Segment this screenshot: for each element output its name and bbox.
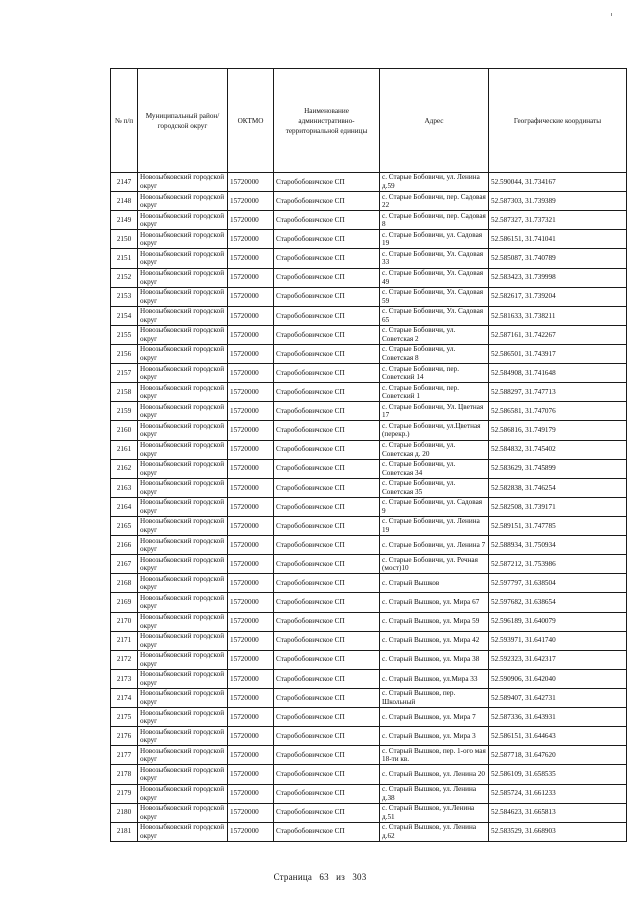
cell-municipality: Новозыбковский городской округ bbox=[138, 593, 228, 612]
cell-geo: 52.583529, 31.668903 bbox=[489, 822, 627, 841]
cell-municipality: Новозыбковский городской округ bbox=[138, 325, 228, 344]
cell-municipality: Новозыбковский городской округ bbox=[138, 727, 228, 746]
cell-address: с. Старый Вышков, ул.Ленина д.51 bbox=[380, 803, 489, 822]
table-row bbox=[111, 325, 627, 344]
cell-oktmo: 15720000 bbox=[228, 669, 274, 688]
cell-oktmo: 15720000 bbox=[228, 287, 274, 306]
cell-territory: Старобобовичское СП bbox=[274, 803, 380, 822]
cell-address: с. Старые Бобовичи, пер. Советский 1 bbox=[380, 383, 489, 402]
cell-oktmo: 15720000 bbox=[228, 574, 274, 593]
cell-oktmo: 15720000 bbox=[228, 708, 274, 727]
cell-num: 2159 bbox=[111, 402, 138, 421]
cell-territory: Старобобовичское СП bbox=[274, 765, 380, 784]
cell-address: с. Старые Бобовичи, ул. Ленина 7 bbox=[380, 536, 489, 555]
cell-territory: Старобобовичское СП bbox=[274, 631, 380, 650]
header-municipality: Муниципальный район/городской округ bbox=[138, 69, 228, 173]
cell-municipality: Новозыбковский городской округ bbox=[138, 765, 228, 784]
cell-geo: 52.586581, 31.747076 bbox=[489, 402, 627, 421]
cell-territory: Старобобовичское СП bbox=[274, 612, 380, 631]
cell-geo: 52.586151, 31.644643 bbox=[489, 727, 627, 746]
cell-territory: Старобобовичское СП bbox=[274, 497, 380, 516]
table-row bbox=[111, 402, 627, 421]
cell-num: 2154 bbox=[111, 306, 138, 325]
cell-territory: Старобобовичское СП bbox=[274, 440, 380, 459]
cell-geo: 52.587212, 31.753986 bbox=[489, 555, 627, 574]
table-row bbox=[111, 287, 627, 306]
cell-oktmo: 15720000 bbox=[228, 593, 274, 612]
cell-address: с. Старые Бобовичи, ул.Цветная (перекр.) bbox=[380, 421, 489, 440]
table-row bbox=[111, 268, 627, 287]
cell-municipality: Новозыбковский городской округ bbox=[138, 746, 228, 765]
header-address: Адрес bbox=[380, 69, 489, 173]
cell-oktmo: 15720000 bbox=[228, 650, 274, 669]
cell-territory: Старобобовичское СП bbox=[274, 593, 380, 612]
cell-municipality: Новозыбковский городской округ bbox=[138, 287, 228, 306]
cell-territory: Старобобовичское СП bbox=[274, 364, 380, 383]
cell-address: с. Старые Бобовичи, Ул. Садовая 49 bbox=[380, 268, 489, 287]
cell-municipality: Новозыбковский городской округ bbox=[138, 173, 228, 192]
cell-geo: 52.588934, 31.750934 bbox=[489, 536, 627, 555]
cell-territory: Старобобовичское СП bbox=[274, 669, 380, 688]
footer-prefix: Страница bbox=[273, 872, 313, 882]
cell-address: с. Старые Бобовичи, Ул. Садовая 65 bbox=[380, 306, 489, 325]
cell-municipality: Новозыбковский городской округ bbox=[138, 344, 228, 363]
table-row bbox=[111, 421, 627, 440]
cell-geo: 52.589151, 31.747785 bbox=[489, 516, 627, 535]
footer-page-number: 63 bbox=[319, 872, 329, 882]
cell-geo: 52.592323, 31.642317 bbox=[489, 650, 627, 669]
cell-num: 2163 bbox=[111, 478, 138, 497]
cell-address: с. Старые Бобовичи, ул. Советская д. 20 bbox=[380, 440, 489, 459]
cell-geo: 52.586816, 31.749179 bbox=[489, 421, 627, 440]
cell-municipality: Новозыбковский городской округ bbox=[138, 459, 228, 478]
cell-address: с. Старый Вышков, ул. Ленина д.62 bbox=[380, 822, 489, 841]
cell-num: 2162 bbox=[111, 459, 138, 478]
cell-territory: Старобобовичское СП bbox=[274, 650, 380, 669]
cell-municipality: Новозыбковский городской округ bbox=[138, 364, 228, 383]
cell-territory: Старобобовичское СП bbox=[274, 478, 380, 497]
cell-num: 2174 bbox=[111, 688, 138, 707]
footer-separator: из bbox=[336, 872, 345, 882]
cell-oktmo: 15720000 bbox=[228, 402, 274, 421]
cell-address: с. Старый Вышков, пер. Школьный bbox=[380, 688, 489, 707]
table-row bbox=[111, 631, 627, 650]
cell-num: 2170 bbox=[111, 612, 138, 631]
cell-territory: Старобобовичское СП bbox=[274, 344, 380, 363]
cell-num: 2181 bbox=[111, 822, 138, 841]
cell-address: с. Старый Вышков bbox=[380, 574, 489, 593]
page-footer bbox=[0, 872, 640, 882]
cell-num: 2151 bbox=[111, 249, 138, 268]
cell-num: 2161 bbox=[111, 440, 138, 459]
table-row bbox=[111, 249, 627, 268]
cell-municipality: Новозыбковский городской округ bbox=[138, 516, 228, 535]
table-row bbox=[111, 555, 627, 574]
cell-address: с. Старые Бобовичи, пер. Советский 14 bbox=[380, 364, 489, 383]
cell-address: с. Старые Бобовичи, ул. Советская 34 bbox=[380, 459, 489, 478]
cell-num: 2177 bbox=[111, 746, 138, 765]
table-row bbox=[111, 746, 627, 765]
cell-address: с. Старый Вышков, ул. Ленина 20 bbox=[380, 765, 489, 784]
header-num: № п/п bbox=[111, 69, 138, 173]
cell-geo: 52.583629, 31.745899 bbox=[489, 459, 627, 478]
cell-territory: Старобобовичское СП bbox=[274, 211, 380, 230]
cell-municipality: Новозыбковский городской округ bbox=[138, 306, 228, 325]
cell-municipality: Новозыбковский городской округ bbox=[138, 631, 228, 650]
cell-territory: Старобобовичское СП bbox=[274, 306, 380, 325]
cell-municipality: Новозыбковский городской округ bbox=[138, 822, 228, 841]
cell-territory: Старобобовичское СП bbox=[274, 287, 380, 306]
cell-num: 2171 bbox=[111, 631, 138, 650]
cell-territory: Старобобовичское СП bbox=[274, 325, 380, 344]
table-row bbox=[111, 593, 627, 612]
cell-territory: Старобобовичское СП bbox=[274, 727, 380, 746]
table-row bbox=[111, 612, 627, 631]
cell-municipality: Новозыбковский городской округ bbox=[138, 383, 228, 402]
cell-territory: Старобобовичское СП bbox=[274, 249, 380, 268]
cell-num: 2148 bbox=[111, 192, 138, 211]
cell-num: 2179 bbox=[111, 784, 138, 803]
cell-territory: Старобобовичское СП bbox=[274, 459, 380, 478]
cell-oktmo: 15720000 bbox=[228, 306, 274, 325]
header-territory: Наименование административно-территориальной единицы bbox=[274, 69, 380, 173]
cell-num: 2166 bbox=[111, 536, 138, 555]
cell-oktmo: 15720000 bbox=[228, 192, 274, 211]
cell-oktmo: 15720000 bbox=[228, 440, 274, 459]
cell-oktmo: 15720000 bbox=[228, 746, 274, 765]
table-body bbox=[111, 173, 627, 842]
header-geo: Географические координаты bbox=[489, 69, 627, 173]
cell-num: 2156 bbox=[111, 344, 138, 363]
cell-municipality: Новозыбковский городской округ bbox=[138, 497, 228, 516]
cell-municipality: Новозыбковский городской округ bbox=[138, 650, 228, 669]
cell-geo: 52.590044, 31.734167 bbox=[489, 173, 627, 192]
cell-municipality: Новозыбковский городской округ bbox=[138, 803, 228, 822]
cell-num: 2152 bbox=[111, 268, 138, 287]
table-row bbox=[111, 516, 627, 535]
cell-geo: 52.590906, 31.642040 bbox=[489, 669, 627, 688]
cell-num: 2167 bbox=[111, 555, 138, 574]
table-row bbox=[111, 173, 627, 192]
cell-municipality: Новозыбковский городской округ bbox=[138, 440, 228, 459]
cell-geo: 52.597682, 31.638654 bbox=[489, 593, 627, 612]
cell-oktmo: 15720000 bbox=[228, 784, 274, 803]
cell-geo: 52.587336, 31.643931 bbox=[489, 708, 627, 727]
cell-territory: Старобобовичское СП bbox=[274, 268, 380, 287]
cell-municipality: Новозыбковский городской округ bbox=[138, 268, 228, 287]
cell-municipality: Новозыбковский городской округ bbox=[138, 421, 228, 440]
cell-num: 2153 bbox=[111, 287, 138, 306]
cell-geo: 52.585724, 31.661233 bbox=[489, 784, 627, 803]
table-row bbox=[111, 574, 627, 593]
table-row bbox=[111, 727, 627, 746]
cell-geo: 52.597797, 31.638504 bbox=[489, 574, 627, 593]
cell-geo: 52.581633, 31.738211 bbox=[489, 306, 627, 325]
cell-municipality: Новозыбковский городской округ bbox=[138, 784, 228, 803]
cell-geo: 52.586109, 31.658535 bbox=[489, 765, 627, 784]
cell-oktmo: 15720000 bbox=[228, 822, 274, 841]
cell-oktmo: 15720000 bbox=[228, 612, 274, 631]
cell-oktmo: 15720000 bbox=[228, 688, 274, 707]
cell-territory: Старобобовичское СП bbox=[274, 688, 380, 707]
cell-territory: Старобобовичское СП bbox=[274, 230, 380, 249]
cell-municipality: Новозыбковский городской округ bbox=[138, 612, 228, 631]
cell-num: 2172 bbox=[111, 650, 138, 669]
cell-oktmo: 15720000 bbox=[228, 421, 274, 440]
cell-geo: 52.596189, 31.640079 bbox=[489, 612, 627, 631]
cell-address: с. Старый Вышков, ул. Ленина д.38 bbox=[380, 784, 489, 803]
cell-geo: 52.584908, 31.741648 bbox=[489, 364, 627, 383]
cell-num: 2150 bbox=[111, 230, 138, 249]
cell-territory: Старобобовичское СП bbox=[274, 383, 380, 402]
cell-territory: Старобобовичское СП bbox=[274, 421, 380, 440]
cell-geo: 52.582508, 31.739171 bbox=[489, 497, 627, 516]
cell-territory: Старобобовичское СП bbox=[274, 574, 380, 593]
cell-oktmo: 15720000 bbox=[228, 803, 274, 822]
footer-total-pages: 303 bbox=[352, 872, 367, 882]
cell-address: с. Старые Бобовичи, ул. Ленина д.59 bbox=[380, 173, 489, 192]
cell-oktmo: 15720000 bbox=[228, 173, 274, 192]
cell-territory: Старобобовичское СП bbox=[274, 516, 380, 535]
cell-municipality: Новозыбковский городской округ bbox=[138, 192, 228, 211]
cell-oktmo: 15720000 bbox=[228, 765, 274, 784]
cell-address: с. Старый Вышков, ул. Мира 3 bbox=[380, 727, 489, 746]
cell-municipality: Новозыбковский городской округ bbox=[138, 688, 228, 707]
cell-num: 2155 bbox=[111, 325, 138, 344]
cell-municipality: Новозыбковский городской округ bbox=[138, 708, 228, 727]
cell-geo: 52.593971, 31.641740 bbox=[489, 631, 627, 650]
cell-geo: 52.587303, 31.739389 bbox=[489, 192, 627, 211]
cell-address: с. Старые Бобовичи, ул. Советская 35 bbox=[380, 478, 489, 497]
cell-num: 2149 bbox=[111, 211, 138, 230]
cell-num: 2169 bbox=[111, 593, 138, 612]
cell-num: 2178 bbox=[111, 765, 138, 784]
table-row bbox=[111, 440, 627, 459]
cell-oktmo: 15720000 bbox=[228, 516, 274, 535]
cell-address: с. Старые Бобовичи, ул. Советская 2 bbox=[380, 325, 489, 344]
cell-municipality: Новозыбковский городской округ bbox=[138, 555, 228, 574]
cell-municipality: Новозыбковский городской округ bbox=[138, 230, 228, 249]
cell-address: с. Старые Бобовичи, ул. Ленина 19 bbox=[380, 516, 489, 535]
cell-address: с. Старый Вышков, ул. Мира 59 bbox=[380, 612, 489, 631]
registry-table bbox=[110, 68, 627, 842]
table-row bbox=[111, 669, 627, 688]
cell-num: 2164 bbox=[111, 497, 138, 516]
cell-geo: 52.588297, 31.747713 bbox=[489, 383, 627, 402]
table-row bbox=[111, 230, 627, 249]
cell-num: 2147 bbox=[111, 173, 138, 192]
table-header-row bbox=[111, 69, 627, 173]
cell-territory: Старобобовичское СП bbox=[274, 746, 380, 765]
cell-address: с. Старый Вышков, ул. Мира 42 bbox=[380, 631, 489, 650]
cell-territory: Старобобовичское СП bbox=[274, 536, 380, 555]
cell-territory: Старобобовичское СП bbox=[274, 784, 380, 803]
cell-address: с. Старые Бобовичи, Ул. Садовая 33 bbox=[380, 249, 489, 268]
cell-num: 2157 bbox=[111, 364, 138, 383]
cell-geo: 52.587718, 31.647620 bbox=[489, 746, 627, 765]
cell-address: с. Старый Вышков, ул. Мира 7 bbox=[380, 708, 489, 727]
cell-num: 2158 bbox=[111, 383, 138, 402]
cell-num: 2176 bbox=[111, 727, 138, 746]
cell-address: с. Старые Бобовичи, пер. Садовая 22 bbox=[380, 192, 489, 211]
cell-geo: 52.586151, 31.741041 bbox=[489, 230, 627, 249]
cell-geo: 52.584623, 31.665813 bbox=[489, 803, 627, 822]
cell-oktmo: 15720000 bbox=[228, 249, 274, 268]
cell-territory: Старобобовичское СП bbox=[274, 192, 380, 211]
cell-municipality: Новозыбковский городской округ bbox=[138, 478, 228, 497]
cell-oktmo: 15720000 bbox=[228, 268, 274, 287]
cell-num: 2165 bbox=[111, 516, 138, 535]
cell-num: 2168 bbox=[111, 574, 138, 593]
cell-oktmo: 15720000 bbox=[228, 383, 274, 402]
cell-oktmo: 15720000 bbox=[228, 631, 274, 650]
cell-address: с. Старый Вышков, ул. Мира 38 bbox=[380, 650, 489, 669]
cell-geo: 52.582617, 31.739204 bbox=[489, 287, 627, 306]
cell-oktmo: 15720000 bbox=[228, 325, 274, 344]
cell-municipality: Новозыбковский городской округ bbox=[138, 574, 228, 593]
cell-geo: 52.582838, 31.746254 bbox=[489, 478, 627, 497]
cell-oktmo: 15720000 bbox=[228, 344, 274, 363]
cell-address: с. Старые Бобовичи, ул. Речная (мост)10 bbox=[380, 555, 489, 574]
cell-municipality: Новозыбковский городской округ bbox=[138, 211, 228, 230]
cell-num: 2160 bbox=[111, 421, 138, 440]
table-row bbox=[111, 192, 627, 211]
cell-geo: 52.586501, 31.743917 bbox=[489, 344, 627, 363]
cell-address: с. Старые Бобовичи, ул. Садовая 9 bbox=[380, 497, 489, 516]
cell-municipality: Новозыбковский городской округ bbox=[138, 402, 228, 421]
table-row bbox=[111, 822, 627, 841]
cell-num: 2173 bbox=[111, 669, 138, 688]
cell-geo: 52.584832, 31.745402 bbox=[489, 440, 627, 459]
cell-oktmo: 15720000 bbox=[228, 497, 274, 516]
cell-oktmo: 15720000 bbox=[228, 211, 274, 230]
table-row bbox=[111, 688, 627, 707]
cell-address: с. Старые Бобовичи, ул. Советская 8 bbox=[380, 344, 489, 363]
cell-address: с. Старые Бобовичи, Ул. Цветная 17 bbox=[380, 402, 489, 421]
cell-address: с. Старые Бобовичи, Ул. Садовая 59 bbox=[380, 287, 489, 306]
table-row bbox=[111, 478, 627, 497]
cell-geo: 52.587327, 31.737321 bbox=[489, 211, 627, 230]
cell-municipality: Новозыбковский городской округ bbox=[138, 536, 228, 555]
table-row bbox=[111, 803, 627, 822]
table-row bbox=[111, 306, 627, 325]
scan-mark bbox=[611, 13, 612, 16]
table-row bbox=[111, 708, 627, 727]
cell-municipality: Новозыбковский городской округ bbox=[138, 249, 228, 268]
cell-oktmo: 15720000 bbox=[228, 727, 274, 746]
cell-geo: 52.587161, 31.742267 bbox=[489, 325, 627, 344]
table-row bbox=[111, 650, 627, 669]
cell-num: 2175 bbox=[111, 708, 138, 727]
cell-geo: 52.583423, 31.739998 bbox=[489, 268, 627, 287]
cell-municipality: Новозыбковский городской округ bbox=[138, 669, 228, 688]
cell-oktmo: 15720000 bbox=[228, 478, 274, 497]
table-row bbox=[111, 765, 627, 784]
cell-address: с. Старый Вышков, ул.Мира 33 bbox=[380, 669, 489, 688]
cell-address: с. Старый Вышков, ул. Мира 67 bbox=[380, 593, 489, 612]
table-row bbox=[111, 211, 627, 230]
table-row bbox=[111, 364, 627, 383]
table-row bbox=[111, 536, 627, 555]
cell-territory: Старобобовичское СП bbox=[274, 402, 380, 421]
cell-oktmo: 15720000 bbox=[228, 459, 274, 478]
table-row bbox=[111, 383, 627, 402]
cell-territory: Старобобовичское СП bbox=[274, 708, 380, 727]
cell-territory: Старобобовичское СП bbox=[274, 822, 380, 841]
cell-address: с. Старые Бобовичи, ул. Садовая 19 bbox=[380, 230, 489, 249]
cell-num: 2180 bbox=[111, 803, 138, 822]
table-row bbox=[111, 497, 627, 516]
cell-oktmo: 15720000 bbox=[228, 536, 274, 555]
table-row bbox=[111, 784, 627, 803]
header-oktmo: ОКТМО bbox=[228, 69, 274, 173]
table-row bbox=[111, 344, 627, 363]
cell-address: с. Старые Бобовичи, пер. Садовая 8 bbox=[380, 211, 489, 230]
cell-oktmo: 15720000 bbox=[228, 230, 274, 249]
cell-territory: Старобобовичское СП bbox=[274, 173, 380, 192]
cell-territory: Старобобовичское СП bbox=[274, 555, 380, 574]
cell-geo: 52.589407, 31.642731 bbox=[489, 688, 627, 707]
cell-geo: 52.585087, 31.740789 bbox=[489, 249, 627, 268]
cell-oktmo: 15720000 bbox=[228, 555, 274, 574]
table-row bbox=[111, 459, 627, 478]
cell-oktmo: 15720000 bbox=[228, 364, 274, 383]
cell-address: с. Старый Вышков, пер. 1-ого мая 18-ти кв. bbox=[380, 746, 489, 765]
